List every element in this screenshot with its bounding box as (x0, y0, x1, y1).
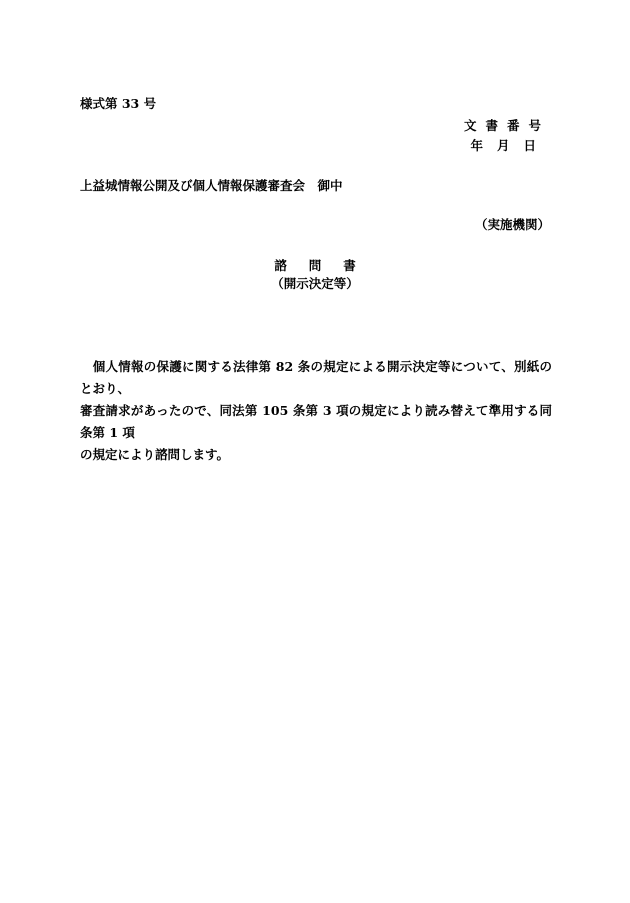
body-paragraph (80, 356, 552, 466)
document-subtitle: （開示決定等） (271, 276, 359, 291)
form-number: 様式第 33 号 (80, 96, 157, 111)
date-label: 年月日 (470, 138, 550, 153)
document-title: 諮問書 (274, 258, 378, 273)
body-line: の規定により諮問します。 (80, 447, 230, 462)
addressee: 上益城情報公開及び個人情報保護審査会 御中 (80, 178, 343, 193)
implementing-agency: （実施機関） (474, 217, 550, 232)
body-line: 個人情報の保護に関する法律第 82 条の規定による開示決定等について、別紙のとおり、 (80, 359, 552, 396)
document-number-label: 文書番号 (463, 118, 550, 133)
body-line: 審査請求があったので、同法第 105 条第 3 項の規定により読み替えて準用する同条第 1 項 (80, 403, 552, 440)
